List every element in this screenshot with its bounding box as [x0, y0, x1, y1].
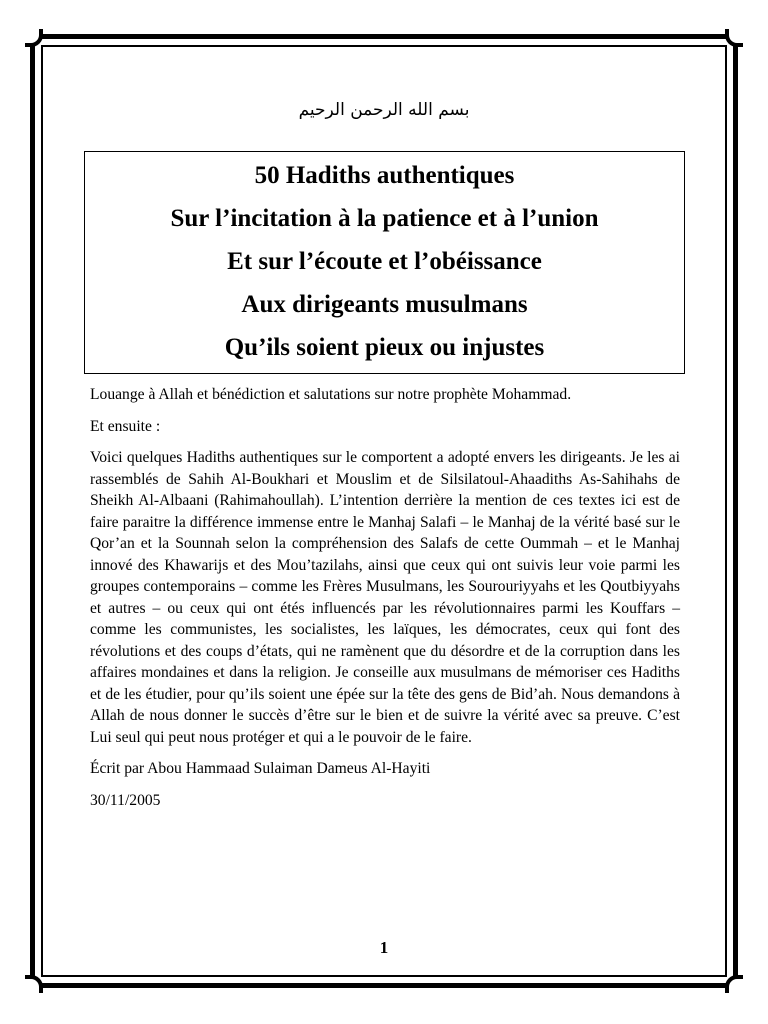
date-line: 30/11/2005: [90, 791, 161, 809]
author-line: Écrit par Abou Hammaad Sulaiman Dameus Al-Hayiti: [90, 760, 431, 777]
page-number: 1: [379, 938, 389, 957]
title-line-5: Qu’ils soient pieux ou injustes: [224, 333, 545, 361]
title-line-4: Aux dirigeants musulmans: [241, 290, 528, 318]
title-box: [84, 151, 685, 374]
title-line-3: Et sur l’écoute et l’obéissance: [227, 247, 542, 275]
main-paragraph: Voici quelques Hadiths authentiques sur le comportent a adopté envers les dirigeants. Je les ai rassemblés de Sahih Al-Boukhari et Mouslim et de Silsilatoul-Ahaadiths As-Sahihahs de Sheikh Al-Albaani (Rahimahoullah). L’intention derrière la mention de ces textes ici est de faire paraitre la différence immense entre le Manhaj Salafi – le Manhaj de la vérité basé sur le Qor’an et la Sounnah selon la compréhension des Salafs de cette Oummah – et le Manhaj innové des Khawarijs et des Mou’tazilahs, ainsi que ceux qui ont suivis leur voie parmi les groupes contemporains – comme les Frères Musulmans, les Sourouriyyahs et les Qoutbiyyahs et autres – ou ceux qui ont étés influencés par les révolutionnaires parmi les Kouffars – comme les communistes, les socialistes, les laïques, les démocrates, ceux qui font des révolutions et des coups d’états, qui ne ramènent que du désordre et de la corruption dans les affaires mondaines et dans la religion. Je conseille aux musulmans de mémoriser ces Hadiths et de les étudier, pour qu’ils soient une épée sur la tête des gens de Bid’ah. Nous demandons à Allah de nous donner le succès d’être sur le bien et de suivre la vérité avec sa preuve. C’est Lui seul qui peut nous protéger et qui a le pouvoir de le faire.: [90, 449, 680, 746]
ensuite-paragraph: Et ensuite :: [90, 417, 161, 435]
intro-paragraph: Louange à Allah et bénédiction et salutations sur notre prophète Mohammad.: [90, 386, 572, 403]
border-corner-bottom-right: [725, 975, 743, 993]
title-line-2: Sur l’incitation à la patience et à l’union: [170, 204, 599, 232]
title-line-1: 50 Hadiths authentiques: [254, 161, 515, 189]
basmala: بسم الله الرحمن الرحيم: [298, 100, 470, 120]
body-text: [90, 384, 680, 821]
